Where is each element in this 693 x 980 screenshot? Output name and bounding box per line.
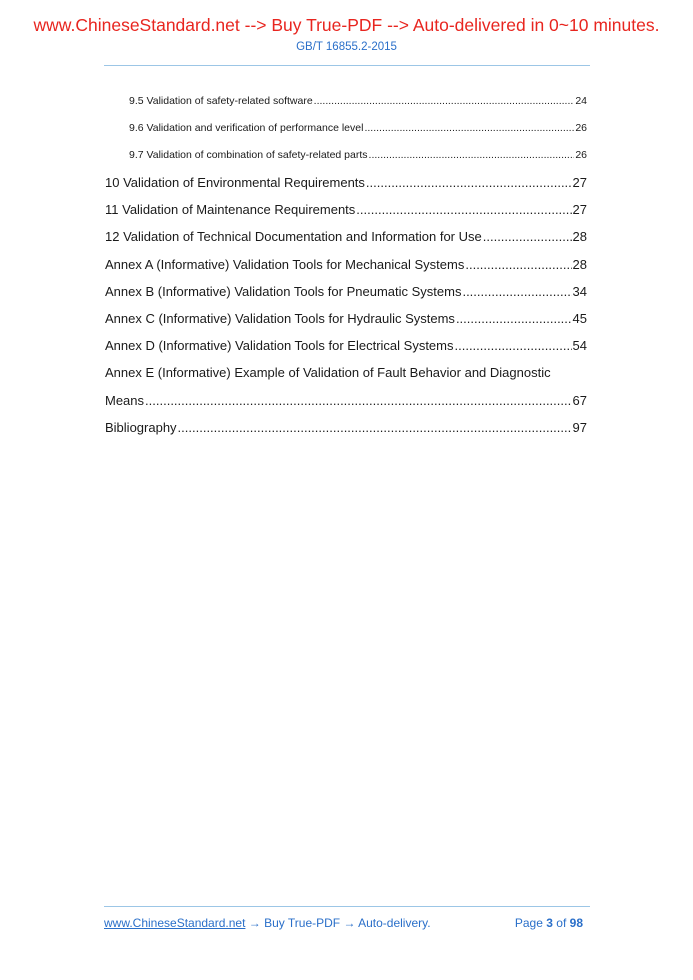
toc-leader-dots xyxy=(178,414,572,441)
page-of-label: of xyxy=(556,916,567,930)
toc-entry-page: 28 xyxy=(572,229,587,245)
toc-entry-9-7[interactable] xyxy=(105,142,587,169)
toc-entry-page: 26 xyxy=(575,149,587,161)
toc-entry-page: 54 xyxy=(572,338,587,354)
top-banner[interactable]: www.ChineseStandard.net --> Buy True-PDF --> Auto-delivered in 0~10 minutes. xyxy=(33,15,660,35)
toc-leader-dots xyxy=(369,142,575,169)
toc-entry-annex-b[interactable] xyxy=(105,278,587,305)
toc-entry-page: 24 xyxy=(575,95,587,107)
toc-entry-10[interactable] xyxy=(105,169,587,196)
toc-leader-dots xyxy=(462,278,571,305)
footer-site-link[interactable]: www.ChineseStandard.net xyxy=(104,916,246,930)
toc-entry-title: 9.5 Validation of safety-related software xyxy=(129,95,313,107)
toc-entry-9-6[interactable] xyxy=(105,115,587,142)
toc-entry-title: Annex A (Informative) Validation Tools for Mechanical Systems xyxy=(105,256,465,272)
page-current: 3 xyxy=(546,916,553,930)
toc-entry-9-5[interactable] xyxy=(105,88,587,115)
toc-leader-dots xyxy=(314,88,575,115)
toc-entry-page: 34 xyxy=(572,283,587,299)
toc-entry-title: 9.7 Validation of combination of safety-related parts xyxy=(129,149,368,161)
footer-promo xyxy=(104,916,431,931)
toc-leader-dots xyxy=(364,115,574,142)
toc-entry-title: Annex C (Informative) Validation Tools for Hydraulic Systems xyxy=(105,310,455,326)
toc-entry-page: 28 xyxy=(572,256,587,272)
toc-entry-11[interactable] xyxy=(105,196,587,223)
toc-leader-dots xyxy=(456,305,572,332)
toc-entry-annex-a[interactable] xyxy=(105,251,587,278)
page-total: 98 xyxy=(569,916,583,930)
toc-entry-page: 67 xyxy=(572,392,587,408)
toc-entry-title: Means xyxy=(105,392,145,408)
toc-leader-dots xyxy=(483,223,572,250)
toc-entry-bibliography[interactable] xyxy=(105,414,587,441)
toc-entry-title: 11 Validation of Maintenance Requirements xyxy=(105,202,356,218)
toc-entry-page: 45 xyxy=(572,310,587,326)
toc-leader-dots xyxy=(465,251,571,278)
toc-leader-dots xyxy=(366,169,572,196)
toc-entry-title: Bibliography xyxy=(105,419,177,435)
toc-leader-dots xyxy=(145,387,572,414)
header-divider xyxy=(104,65,590,66)
toc-entry-annex-e[interactable] xyxy=(105,387,587,414)
page-label: Page xyxy=(514,916,543,930)
toc-entry-title: 9.6 Validation and verification of performance level xyxy=(129,122,364,134)
toc-entry-title: 12 Validation of Technical Documentation and Information for Use xyxy=(105,229,482,245)
toc-entry-page: 27 xyxy=(572,175,587,190)
toc-entry-page: 27 xyxy=(572,202,587,218)
toc-entry-title: Annex B (Informative) Validation Tools for Pneumatic Systems xyxy=(105,283,462,299)
table-of-contents xyxy=(105,88,587,441)
toc-entry-annex-d[interactable] xyxy=(105,332,587,359)
toc-leader-dots xyxy=(356,196,571,223)
page-indicator xyxy=(515,916,583,931)
toc-entry-annex-c[interactable] xyxy=(105,305,587,332)
footer-divider xyxy=(104,906,590,907)
toc-entry-12[interactable] xyxy=(105,223,587,250)
toc-entry-page: 26 xyxy=(575,122,587,134)
toc-entry-annex-e-line1[interactable]: Annex E (Informative) Example of Validation of Fault Behavior and Diagnostic xyxy=(105,365,551,381)
toc-entry-page: 97 xyxy=(572,419,587,435)
standard-code: GB/T 16855.2-2015 xyxy=(296,41,397,53)
toc-entry-title: 10 Validation of Environmental Requirements xyxy=(105,175,365,190)
footer-promo-text: → Buy True-PDF → Auto-delivery. xyxy=(245,916,431,930)
toc-entry-title: Annex D (Informative) Validation Tools for Electrical Systems xyxy=(105,338,454,354)
toc-leader-dots xyxy=(455,332,572,359)
